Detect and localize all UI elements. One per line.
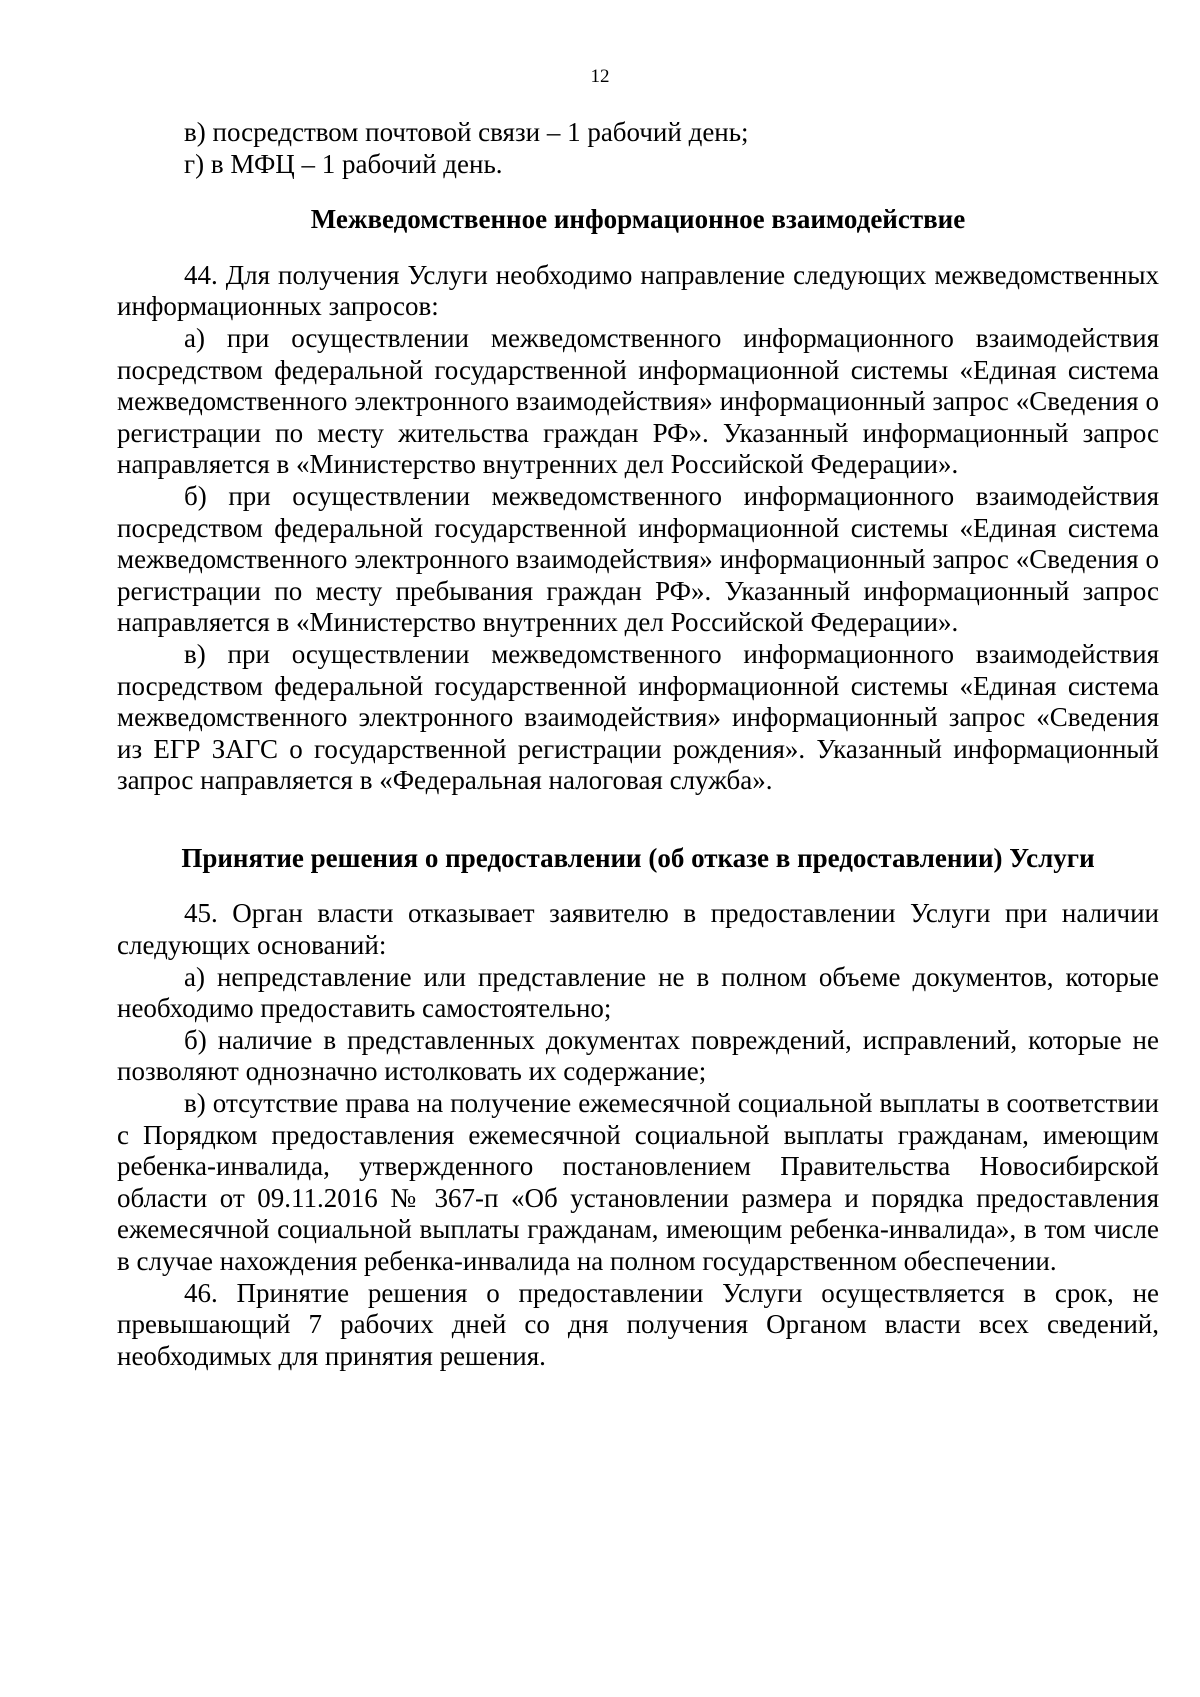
section-heading-interagency: Межведомственное информационное взаимодействие [310,204,966,235]
page-content [117,117,1159,1372]
item-g-mfc: г) в МФЦ – 1 рабочий день. [184,148,503,179]
paragraph-44-a: а) при осуществлении межведомственного информационного взаимодействия посредством федеральной государственной информационной системы «Единая система межведомственного электронного взаимодействия» информационный запрос «Сведения о регистрации по месту жительства граждан РФ». Указанный информационный запрос направляется в «Министерство внутренних дел Российской Федерации». [117,322,1159,480]
paragraph-44: 44. Для получения Услуги необходимо направление следующих межведомственных информационных запросов: [117,259,1159,322]
paragraph-45: 45. Орган власти отказывает заявителю в предоставлении Услуги при наличии следующих оснований: [117,898,1159,961]
item-v-postal: в) посредством почтовой связи – 1 рабочий день; [184,117,749,147]
paragraph-44-b: б) при осуществлении межведомственного информационного взаимодействия посредством федеральной государственной информационной системы «Единая система межведомственного электронного взаимодействия» информационный запрос «Сведения о регистрации по месту пребывания граждан РФ». Указанный информационный запрос направляется в «Министерство внутренних дел Российской Федерации». [117,480,1159,638]
paragraph-45-a: а) непредставление или представление не в полном объеме документов, которые необходимо предоставить самостоятельно; [117,961,1159,1024]
paragraph-44-v: в) при осуществлении межведомственного информационного взаимодействия посредством федеральной государственной информационной системы «Единая система межведомственного электронного взаимодействия» информационный запрос «Сведения из ЕГР ЗАГС о государственной регистрации рождения». Указанный информационный запрос направляется в «Федеральная налоговая служба». [117,638,1159,796]
paragraph-45-v: в) отсутствие права на получение ежемесячной социальной выплаты в соответствии с Порядком предоставления ежемесячной социальной выплаты гражданам, имеющим ребенка-инвалида, утвержденного постановлением Правительства Новосибирской области от 09.11.2016 № 367-п «Об установлении размера и порядка предоставления ежемесячной социальной выплаты гражданам, имеющим ребенка-инвалида», в том числе в случае нахождения ребенка-инвалида на полном государственном обеспечении. [117,1088,1159,1276]
page-number: 12 [590,66,610,87]
paragraph-45-b: б) наличие в представленных документах повреждений, исправлений, которые не позволяют однозначно истолковать их содержание; [117,1024,1159,1087]
paragraph-46: 46. Принятие решения о предоставлении Услуги осуществляется в срок, не превышающий 7 рабочих дней со дня получения Органом власти всех сведений, необходимых для принятия решения. [117,1277,1159,1371]
section-heading-decision: Принятие решения о предоставлении (об отказе в предоставлении) Услуги [181,842,1095,873]
